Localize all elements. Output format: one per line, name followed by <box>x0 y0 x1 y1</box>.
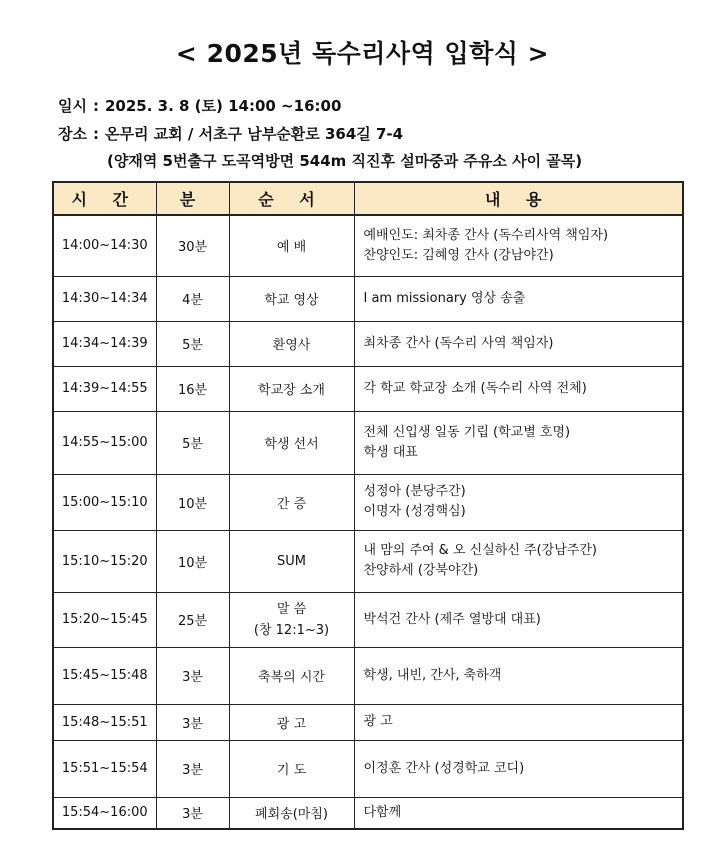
order-line: 광 고 <box>276 716 307 732</box>
table-row <box>53 530 683 592</box>
cell-time: 15:48~15:51 <box>53 704 156 740</box>
cell-order <box>229 740 354 797</box>
table-header-row <box>53 182 683 215</box>
order-line: 기 도 <box>276 763 307 778</box>
cell-minutes: 30분 <box>156 215 229 276</box>
date-value: 2025. 3. 8 (토) 14:00 ~16:00 <box>104 97 342 115</box>
cell-minutes: 3분 <box>156 740 229 797</box>
table-row <box>53 276 683 321</box>
table-row <box>53 740 683 797</box>
content-line: 학생, 내빈, 간사, 축하객 <box>363 667 502 683</box>
cell-minutes: 10분 <box>156 530 229 592</box>
place-value: 온무리 교회 / 서초구 남부순환로 364길 7-4 <box>104 125 404 143</box>
cell-time: 15:54~16:00 <box>53 797 156 829</box>
content-line: 최차종 간사 (독수리 사역 책임자) <box>363 335 554 351</box>
cell-order <box>229 797 354 829</box>
content-line: 찬양인도: 김혜영 간사 (강남야간) <box>363 247 554 263</box>
place-line: 장소 : 온무리 교회 / 서초구 남부순환로 364길 7-4 <box>58 125 404 143</box>
content-line: 각 학교 학교장 소개 (독수리 사역 전체) <box>363 380 587 396</box>
header-minutes: 분 <box>156 182 229 215</box>
cell-order <box>229 411 354 474</box>
cell-content <box>354 740 683 797</box>
cell-order <box>229 215 354 276</box>
cell-order <box>229 592 354 647</box>
content-line: 다함께 <box>363 804 402 820</box>
content-line: 내 맘의 주여 & 오 신실하신 주(강남주간) <box>363 543 597 558</box>
content-line: 찬양하세 (강북야간) <box>363 563 479 578</box>
table-row <box>53 411 683 474</box>
content-line: 이정훈 간사 (성경학교 코디) <box>363 760 525 776</box>
content-line: 전체 신입생 일동 기립 (학교별 호명) <box>363 424 571 440</box>
cell-time: 15:51~15:54 <box>53 740 156 797</box>
order-line: 학교 영상 <box>264 293 319 308</box>
cell-time: 15:00~15:10 <box>53 474 156 530</box>
cell-order <box>229 530 354 592</box>
cell-order <box>229 647 354 704</box>
date-line: 일시 : 2025. 3. 8 (토) 14:00 ~16:00 <box>58 97 342 115</box>
table-row <box>53 592 683 647</box>
date-label: 일시 <box>58 97 87 115</box>
cell-minutes: 3분 <box>156 647 229 704</box>
cell-minutes: 3분 <box>156 797 229 829</box>
table-row <box>53 474 683 530</box>
cell-content <box>354 276 683 321</box>
table-row <box>53 797 683 829</box>
cell-content <box>354 321 683 366</box>
cell-content <box>354 592 683 647</box>
schedule-table <box>52 181 684 830</box>
place-label: 장소 <box>58 125 87 143</box>
table-row <box>53 704 683 740</box>
content-line: 이명자 (성경핵심) <box>363 504 466 519</box>
content-line: 학생 대표 <box>363 444 418 460</box>
cell-content <box>354 215 683 276</box>
order-line: (창 12:1~3) <box>253 622 330 638</box>
table-row <box>53 647 683 704</box>
content-line: 예배인도: 최차종 간사 (독수리사역 책임자) <box>363 227 609 243</box>
cell-minutes: 25분 <box>156 592 229 647</box>
cell-time: 14:34~14:39 <box>53 321 156 366</box>
cell-order <box>229 474 354 530</box>
content-line: 광 고 <box>363 714 393 729</box>
content-line: 성정아 (분당주간) <box>363 484 466 499</box>
cell-content <box>354 797 683 829</box>
order-line: 축복의 시간 <box>258 670 325 685</box>
table-row <box>53 321 683 366</box>
content-line: 박석건 간사 (제주 열방대 대표) <box>363 611 541 627</box>
cell-time: 15:10~15:20 <box>53 530 156 592</box>
order-line: 학생 선서 <box>264 437 319 452</box>
table-row <box>53 215 683 276</box>
cell-minutes: 10분 <box>156 474 229 530</box>
header-time: 시 간 <box>53 182 156 215</box>
cell-order <box>229 704 354 740</box>
header-order: 순 서 <box>229 182 354 215</box>
order-line: SUM <box>277 553 306 569</box>
order-line: 환영사 <box>272 338 311 353</box>
header-content: 내 용 <box>354 182 683 215</box>
cell-minutes: 3분 <box>156 704 229 740</box>
cell-content <box>354 411 683 474</box>
cell-time: 14:30~14:34 <box>53 276 156 321</box>
cell-content <box>354 704 683 740</box>
cell-minutes: 16분 <box>156 366 229 411</box>
cell-minutes: 5분 <box>156 321 229 366</box>
cell-order <box>229 276 354 321</box>
order-line: 예 배 <box>276 240 307 256</box>
cell-minutes: 4분 <box>156 276 229 321</box>
cell-content <box>354 647 683 704</box>
order-line: 간 증 <box>276 496 307 512</box>
order-line: 학교장 소개 <box>258 383 325 398</box>
cell-time: 14:55~15:00 <box>53 411 156 474</box>
cell-time: 14:00~14:30 <box>53 215 156 276</box>
page-title: < 2025년 독수리사역 입학식 > <box>175 39 550 68</box>
cell-content <box>354 474 683 530</box>
cell-order <box>229 366 354 411</box>
cell-minutes: 5분 <box>156 411 229 474</box>
cell-time: 15:20~15:45 <box>53 592 156 647</box>
order-line: 폐회송(마침) <box>255 807 328 823</box>
directions-note: (양재역 5번출구 도곡역방면 544m 직진후 설마중과 주유소 사이 골목) <box>107 152 583 170</box>
cell-order <box>229 321 354 366</box>
order-line: 말 씀 <box>276 601 307 617</box>
cell-content <box>354 530 683 592</box>
cell-time: 14:39~14:55 <box>53 366 156 411</box>
cell-time: 15:45~15:48 <box>53 647 156 704</box>
content-line: I am missionary 영상 송출 <box>363 290 526 306</box>
table-row <box>53 366 683 411</box>
cell-content <box>354 366 683 411</box>
